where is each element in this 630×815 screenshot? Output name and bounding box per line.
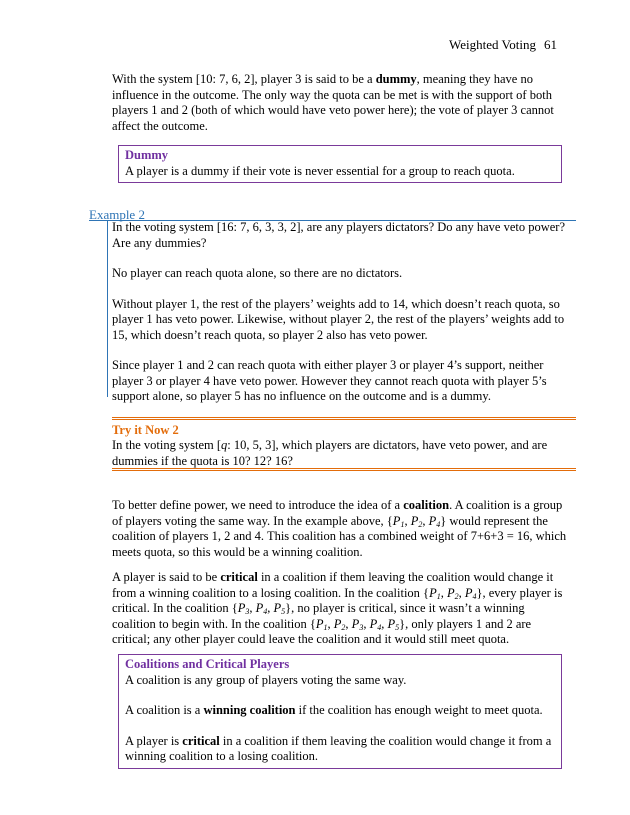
coalition-set: $P_1$, $P_2$, $P_4$: [392, 513, 441, 529]
player-symbol: $P_5$: [273, 601, 286, 616]
header-title: Weighted Voting: [449, 37, 536, 52]
try-it-title: Try it Now 2: [112, 423, 179, 437]
critical-term: critical: [220, 570, 258, 584]
player-symbol: $P_1$: [392, 513, 405, 529]
player-index: 5: [395, 622, 400, 632]
coalitions-box-line1: A coalition is any group of players voting the same way.: [125, 672, 407, 687]
example-rule-left: [107, 220, 108, 397]
player-symbol: $P_2$: [410, 513, 423, 529]
intro-paragraph: With the system [10: 7, 6, 2], player 3 is said to be a dummy, meaning they have no influence in the outcome. The only way the quota can be met is with the support of both players 1 and 2 (both of which would have veto power here); the vote of player 3 cannot affect the outcome.: [112, 72, 554, 133]
player-index: 5: [281, 607, 286, 616]
player-index: 2: [454, 591, 459, 601]
player-index: 4: [436, 519, 441, 529]
player-symbol: $P_3$: [351, 616, 364, 632]
example-dictators: No player can reach quota alone, so there are no dictators.: [112, 266, 403, 280]
coalition-paragraph: To better define power, we need to introduce the idea of a coalition. A coalition is a group of players voting the same way. In the example above, {$P_1$, $P_2$, $P_4$} would represent the coalition of players 1, 2 and 4. This coalition has a combined weight of 7+6+3 = 16, which meets quota, so this would be a winning coalition.: [112, 498, 567, 559]
running-header: [449, 37, 557, 53]
player-index: 1: [436, 591, 441, 601]
player-index: 1: [323, 622, 328, 632]
player-symbol: $P_3$: [237, 601, 250, 616]
player-index: 2: [418, 519, 423, 529]
coalitions-box-line3: A player is critical in a coalition if them leaving the coalition would change it from a winning coalition to a losing coalition.: [125, 733, 552, 763]
coalition-set-1: $P_1$, $P_2$, $P_4$: [429, 585, 477, 601]
player-symbol: $P_4$: [428, 513, 441, 529]
example-veto: Without player 1, the rest of the players’ weights add to 14, which doesn’t reach quota, so player 1 has veto power. Likewise, without player 2, the rest of the players’ weights add to 15, which doesn’t reach quota, so player 2 also has veto power.: [112, 296, 565, 342]
player-symbol: $P_4$: [464, 585, 477, 601]
example-dummy: Since player 1 and 2 can reach quota with either player 3 or player 4’s support, neither player 3 or player 4 have veto power. However they cannot reach quota with player 5’s support alone, so player 5 has no influence on the outcome and is a dummy.: [112, 358, 547, 403]
coalitions-box-title: Coalitions and Critical Players: [125, 657, 290, 671]
player-index: 1: [400, 519, 405, 529]
player-symbol: $P_1$: [429, 585, 441, 601]
try-it-text: In the voting system [q: 10, 5, 3], which players are dictators, have veto power, and are dummies if the quota is 10? 12? 16?: [112, 438, 548, 468]
dummy-box-title: Dummy: [125, 148, 169, 162]
player-symbol: $P_2$: [333, 616, 346, 632]
player-symbol: $P_4$: [255, 601, 268, 616]
dummy-term: dummy: [375, 72, 417, 86]
try-it-rule-bottom: [112, 468, 576, 471]
coalition-set-2: $P_3$, $P_4$, $P_5$: [237, 601, 286, 616]
critical-paragraph: A player is said to be critical in a coalition if them leaving the coalition would change it from a winning coalition to a losing coalition. In the coalition {$P_1$, $P_2$, $P_4$}, every player is critical. In the coalition {$P_3$, $P_4$, $P_5$}, no player is critical, since it wasn’t a winning coalition to begin with. In the coalition {$P_1$, $P_2$, $P_3$, $P_4$, $P_5$}, only players 1 and 2 are critical; any other player could leave the coalition and it would still meet quota.: [112, 570, 563, 646]
coalition-term: coalition: [403, 498, 450, 512]
page-number: 61: [544, 37, 557, 52]
coalition-set-3: $P_1$, $P_2$, $P_3$, $P_4$, $P_5$: [315, 616, 400, 632]
player-symbol: $P_2$: [446, 585, 459, 601]
player-index: 4: [263, 607, 268, 616]
example-question: In the voting system [16: 7, 6, 3, 3, 2], are any players dictators? Do any have veto power? Are any dummies?: [112, 220, 565, 250]
player-index: 4: [472, 591, 477, 601]
try-it-rule-top: [112, 417, 576, 420]
player-index: 4: [377, 622, 382, 632]
player-symbol: $P_5$: [387, 616, 400, 632]
player-index: 2: [341, 622, 346, 632]
dummy-box-text: A player is a dummy if their vote is never essential for a group to reach quota.: [125, 163, 515, 178]
player-index: 3: [359, 622, 364, 632]
example-body: [112, 220, 572, 420]
dummy-definition-box: [118, 145, 562, 183]
coalitions-box-line2: A coalition is a winning coalition if the coalition has enough weight to meet quota.: [125, 703, 543, 717]
player-index: 3: [245, 607, 250, 616]
player-symbol: $P_1$: [315, 616, 328, 632]
coalitions-definition-box: [118, 654, 562, 769]
player-symbol: $P_4$: [369, 616, 382, 632]
example-label: Example 2: [89, 207, 145, 222]
